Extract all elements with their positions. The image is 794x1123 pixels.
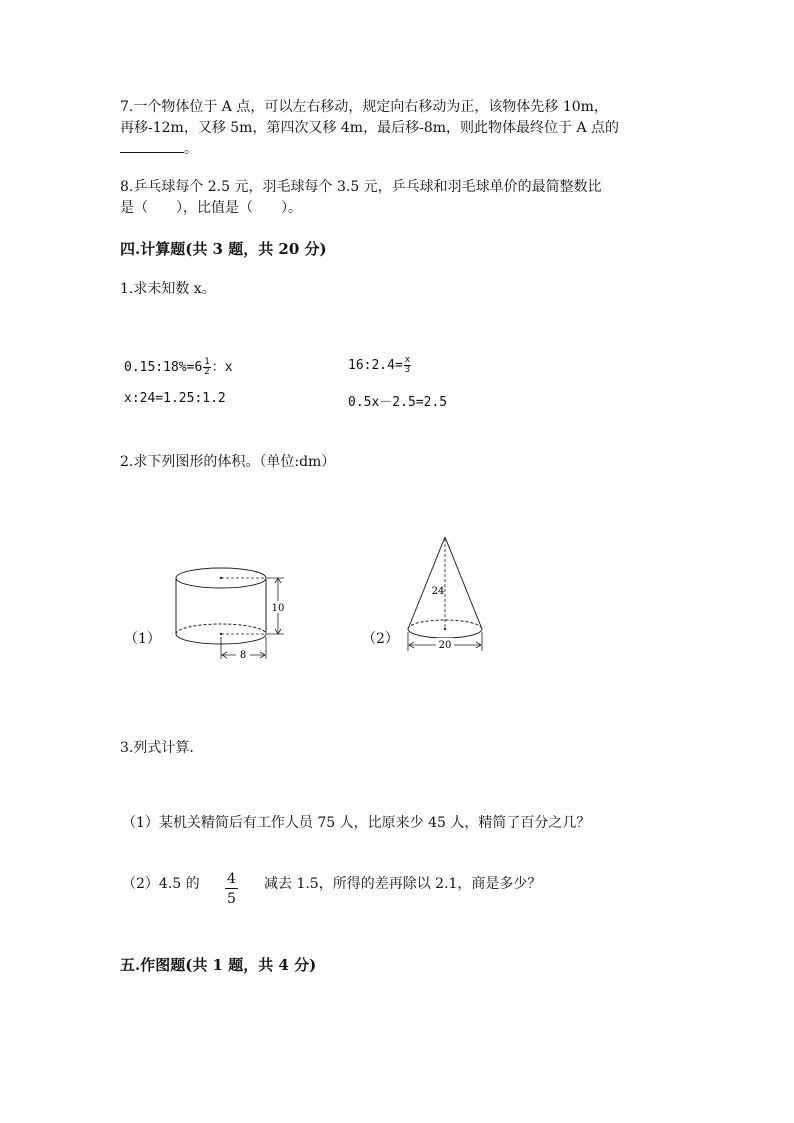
equation-4: 0.5x－2.5=2.5: [348, 395, 448, 410]
question-7-line-2: 再移-12m，又移 5m，第四次又移 4m，最后移-8m，则此物体最终位于 A 点的: [120, 120, 620, 136]
calc-2-title: 2.求下列图形的体积。（单位:dm）: [120, 454, 336, 470]
calc-1-title: 1.求未知数 x。: [120, 281, 216, 297]
equation-3: x:24=1.25:1.2: [124, 391, 226, 406]
equation-2-left: 16:2.4=: [348, 358, 403, 373]
cylinder-height-label: 10: [271, 603, 285, 614]
cone-diameter-label: 20: [438, 640, 452, 651]
question-8-line-1: 8.乒乓球每个 2.5 元，羽毛球每个 3.5 元，乒乓球和羽毛球单价的最简整数比: [120, 179, 602, 195]
equation-2: [348, 356, 412, 375]
figure-2-label: （2）: [362, 631, 399, 647]
cylinder-radius-label: 8: [239, 650, 247, 661]
fraction-denominator: 5: [227, 891, 236, 907]
fraction-numerator: 1: [204, 357, 210, 367]
calc-3-item-2-start: （2）4.5 的: [122, 876, 200, 892]
question-7-line-1: 7.一个物体位于 A 点，可以左右移动，规定向右移动为正，该物体先移 10m，: [120, 99, 608, 115]
calc-3-item-2-end: 减去 1.5，所得的差再除以 2.1，商是多少？: [264, 876, 542, 892]
equation-1-right: ：x: [211, 360, 233, 375]
fraction-denominator: 2: [204, 367, 210, 377]
question-7-end: 。: [184, 141, 198, 157]
calc-3-title: 3.列式计算.: [120, 740, 194, 756]
fraction: [404, 356, 411, 375]
section-4-title: 四.计算题(共 3 题，共 20 分): [120, 240, 327, 258]
fraction-denominator: 3: [404, 365, 411, 375]
cone-figure: [400, 533, 490, 655]
fraction-numerator: x: [404, 355, 411, 365]
cone-height-label: 24: [431, 586, 445, 597]
section-5-title: 五.作图题(共 1 题，共 4 分): [120, 956, 317, 974]
question-8-line-2: 是（ ），比值是（ ）。: [120, 200, 302, 216]
answer-blank[interactable]: [120, 140, 184, 153]
figure-1-label: （1）: [124, 631, 161, 647]
mixed-fraction: [203, 358, 210, 377]
fraction-four-fifths: [225, 872, 238, 906]
equation-1-left: 0.15:18%=6: [124, 360, 203, 375]
equation-1: [124, 356, 233, 377]
question-7-line-3: [120, 139, 198, 160]
fraction-numerator: 4: [227, 871, 236, 887]
cylinder-figure: [168, 555, 288, 665]
calc-3-item-1: （1）某机关精简后有工作人员 75 人，比原来少 45 人，精简了百分之几？: [122, 815, 591, 831]
